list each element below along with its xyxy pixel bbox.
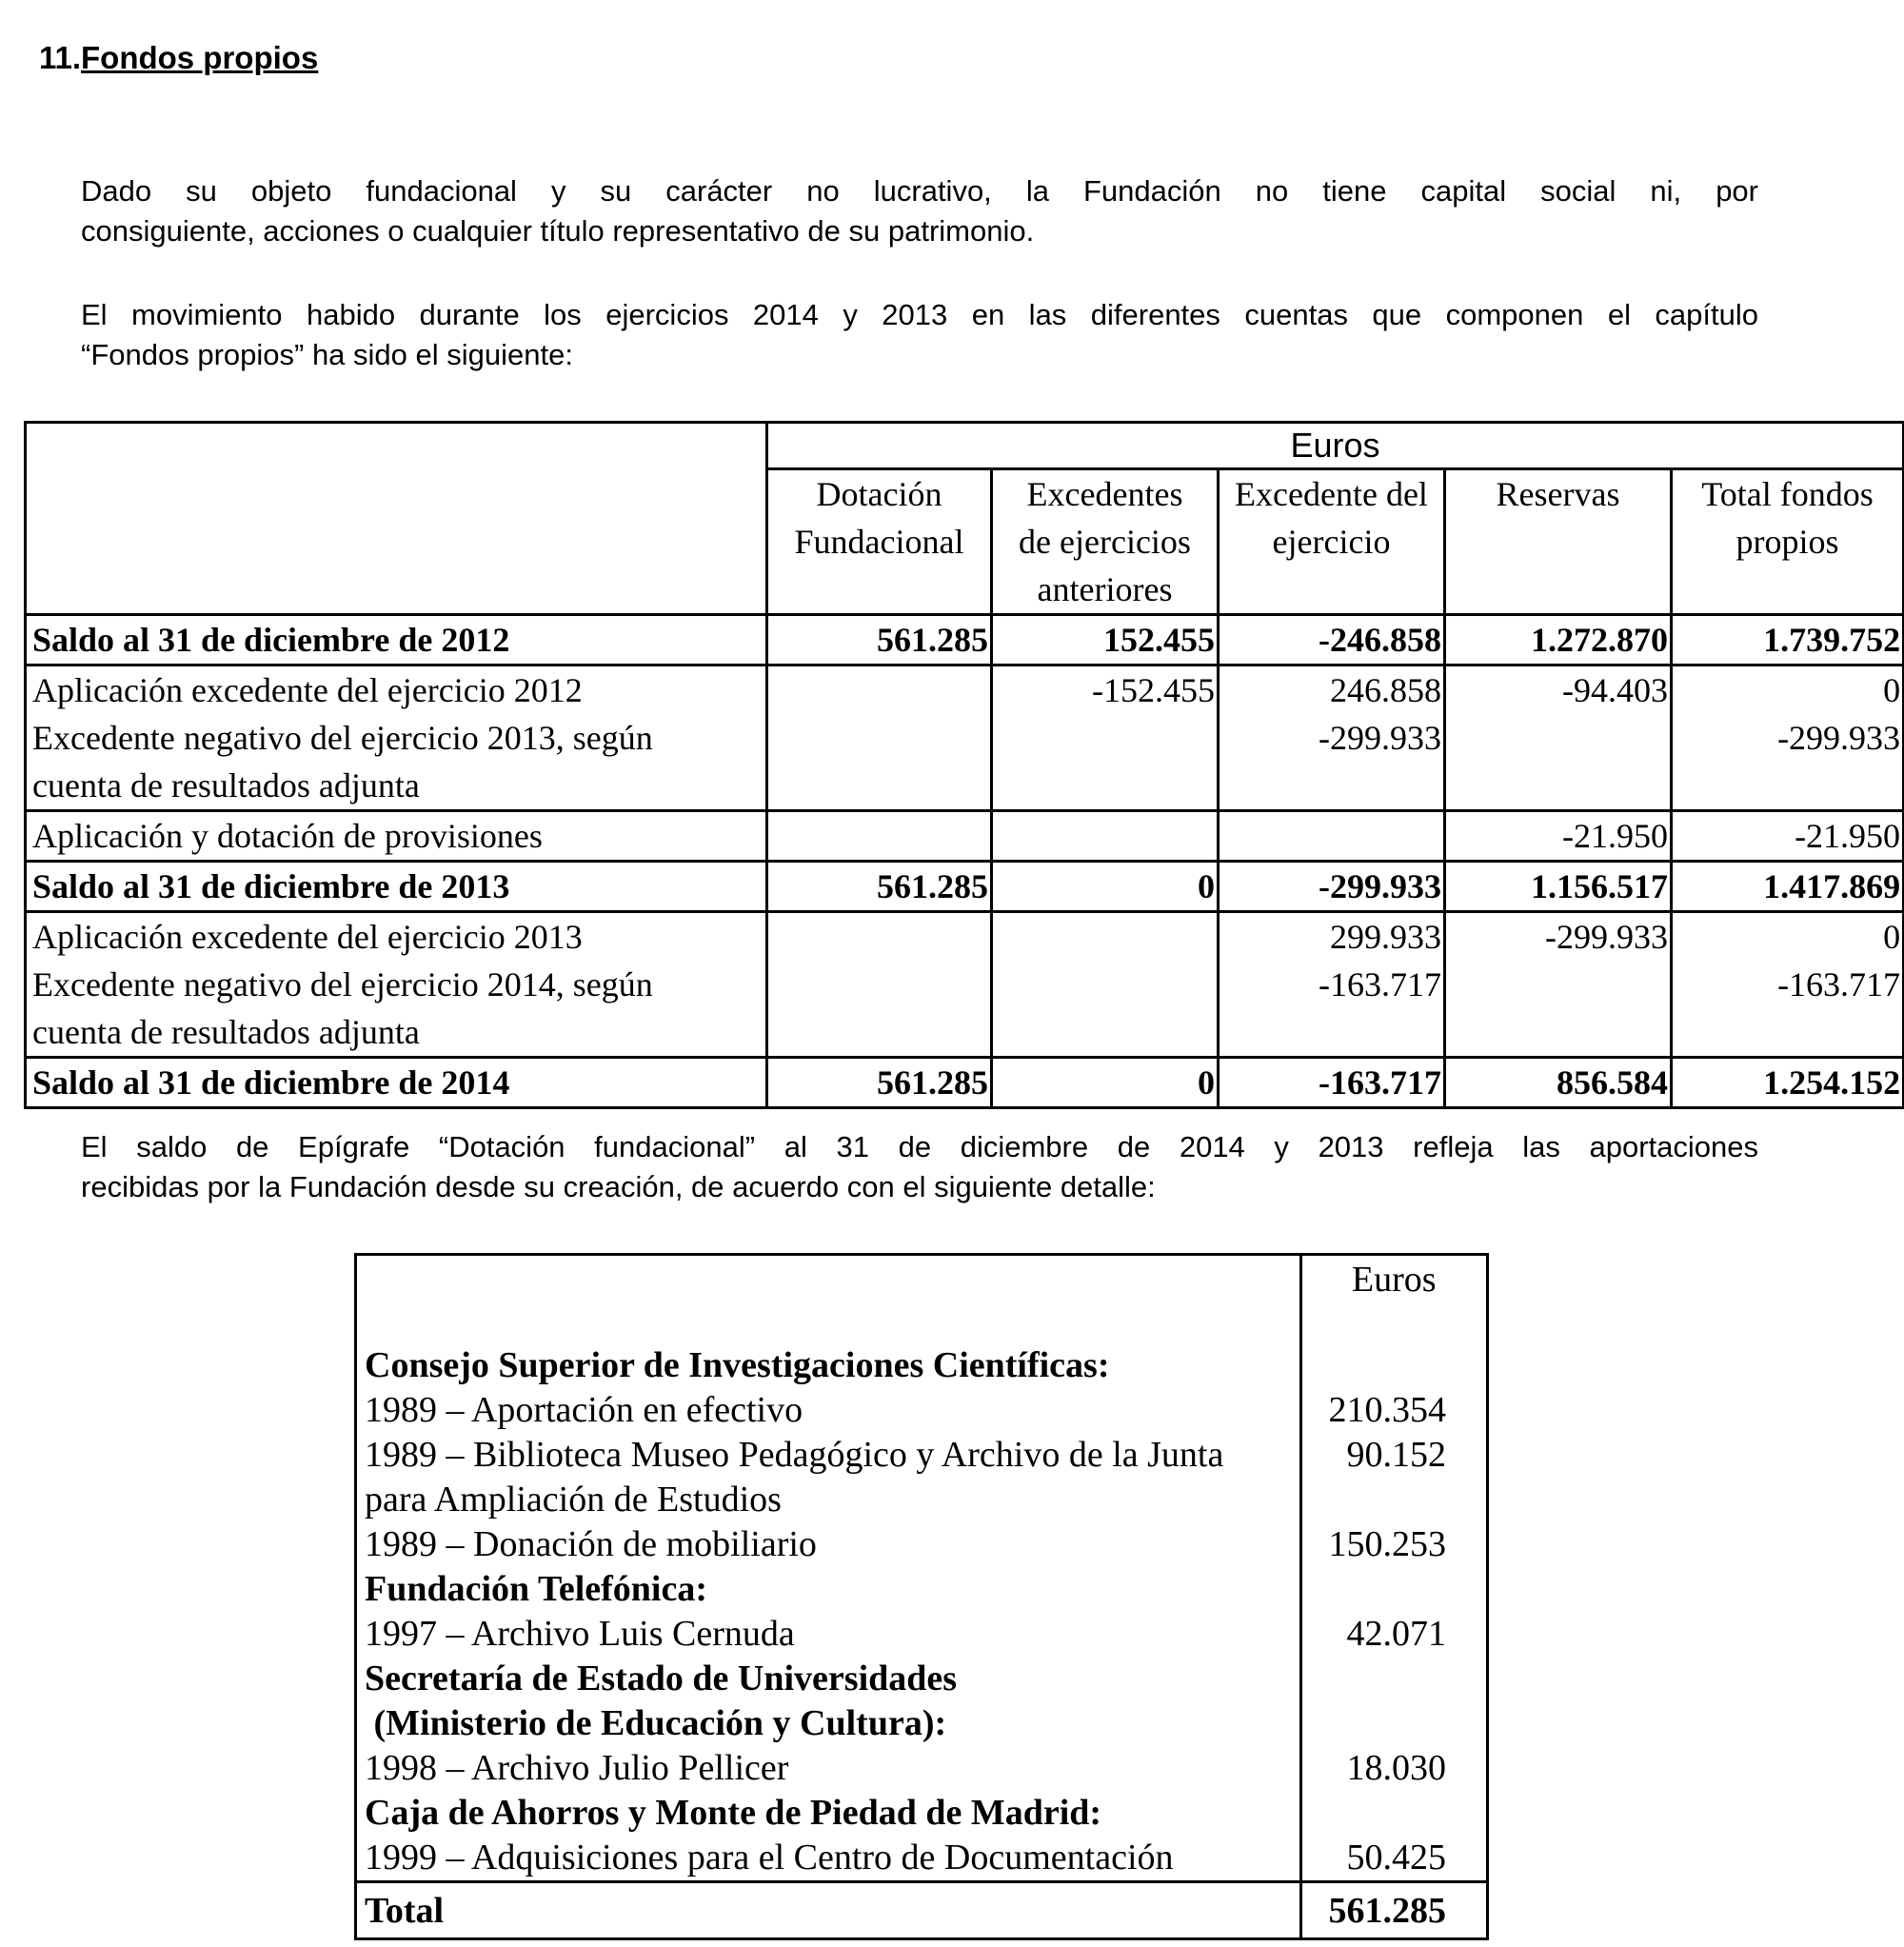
cell-value: 152.455: [992, 615, 1219, 666]
row-label-line: Saldo al 31 de diciembre de 2014: [32, 1063, 510, 1102]
section-number: 11.: [38, 40, 81, 75]
column-header-line: propios: [1735, 523, 1839, 561]
row-label: [26, 615, 767, 666]
contribution-amount: [1300, 1478, 1487, 1522]
cell-value: -246.858: [1219, 615, 1445, 666]
cell-value: -152.455: [992, 666, 1219, 715]
cell-value: 1.739.752: [1672, 615, 1904, 666]
endowment-row: [356, 1343, 1488, 1388]
row-label-line: cuenta de resultados adjunta: [32, 1013, 420, 1051]
cell-value: [767, 811, 992, 862]
contribution-label: para Ampliación de Estudios: [365, 1480, 782, 1520]
header-empty-cell: [356, 1255, 1301, 1344]
contribution-amount: 18.030: [1300, 1746, 1487, 1791]
column-header-line: de ejercicios: [1019, 523, 1191, 561]
cell-value: -94.403: [1445, 666, 1672, 715]
equity-movement-table: [24, 421, 1904, 1109]
intro-word: objeto: [250, 174, 332, 208]
intro-word: capital: [1420, 174, 1507, 208]
column-header-line: Total fondos: [1701, 475, 1874, 513]
cell-value: -299.933: [1219, 714, 1445, 811]
endowment-intro-line-2: recibidas por la Fundación desde su creación, de acuerdo con el siguiente detalle:: [81, 1170, 1156, 1203]
currency-header: Euros: [1300, 1255, 1487, 1344]
endowment-row: [356, 1433, 1488, 1478]
endowment-intro-paragraph: [81, 1127, 1758, 1207]
row-label-line: cuenta de resultados adjunta: [32, 766, 420, 805]
section-heading: [0, 40, 318, 76]
section-title: Fondos propios: [81, 40, 319, 75]
cell-value: [767, 666, 992, 715]
row-label-line: Saldo al 31 de diciembre de 2013: [32, 867, 510, 905]
cell-value: 561.285: [767, 615, 992, 666]
intro-word: no: [806, 174, 840, 208]
row-label: [26, 714, 767, 811]
intro-word: Dado: [81, 174, 152, 208]
endowment-row: [356, 1388, 1488, 1433]
contribution-label: 1989 – Aportación en efectivo: [365, 1390, 803, 1430]
intro-word: y: [550, 174, 566, 208]
row-label: [26, 1058, 767, 1108]
intro-word: carácter: [665, 174, 773, 208]
cell-value: 246.858: [1219, 666, 1445, 715]
endowment-total-row: [356, 1882, 1488, 1939]
contribution-amount: 50.425: [1300, 1836, 1487, 1882]
cell-value: [992, 912, 1219, 962]
row-label: [26, 862, 767, 912]
row-label: [26, 666, 767, 715]
cell-value: [992, 714, 1219, 811]
column-header: [1445, 469, 1672, 615]
cell-value: 1.156.517: [1445, 862, 1672, 912]
endowment-row: [356, 1836, 1488, 1882]
cell-value: -21.950: [1672, 811, 1904, 862]
intro-word: Fundación: [1082, 174, 1221, 208]
header-empty-cell: [26, 423, 767, 615]
row-label-line: Aplicación y dotación de provisiones: [32, 817, 543, 855]
intro-word: la: [1025, 174, 1049, 208]
cell-value: -163.717: [1672, 961, 1904, 1058]
cell-value: 561.285: [767, 862, 992, 912]
endowment-intro-line-1: El saldo de Epígrafe “Dotación fundacional” al 31 de diciembre de 2014 y 2013 refleja las aportaciones: [81, 1130, 1758, 1163]
contribution-amount: [1300, 1343, 1487, 1388]
row-label: [26, 912, 767, 962]
cell-value: 0: [992, 1058, 1219, 1108]
endowment-row: [356, 1701, 1488, 1746]
table-row: [26, 714, 1904, 811]
intro-word: por: [1716, 174, 1758, 208]
table-row: [26, 811, 1904, 862]
intro-word: su: [600, 174, 632, 208]
row-label-line: Excedente negativo del ejercicio 2013, según: [32, 719, 653, 757]
cell-value: -21.950: [1445, 811, 1672, 862]
total-label: Total: [356, 1882, 1301, 1939]
cell-value: 1.417.869: [1672, 862, 1904, 912]
movement-intro-paragraph: [81, 295, 1758, 375]
movement-intro-line-1: El movimiento habido durante los ejercicios 2014 y 2013 en las diferentes cuentas que componen el capítulo: [81, 298, 1758, 331]
column-header: [1219, 469, 1445, 615]
contribution-label: 1999 – Adquisiciones para el Centro de Documentación: [365, 1838, 1174, 1877]
endowment-row: [356, 1612, 1488, 1657]
cell-value: [1219, 811, 1445, 862]
cell-value: 856.584: [1445, 1058, 1672, 1108]
contribution-amount: 90.152: [1300, 1433, 1487, 1478]
cell-value: 299.933: [1219, 912, 1445, 962]
table-row: [26, 666, 1904, 715]
contribution-label: 1989 – Donación de mobiliario: [365, 1524, 817, 1564]
cell-value: [992, 811, 1219, 862]
endowment-row: [356, 1478, 1488, 1522]
intro-word: social: [1540, 174, 1616, 208]
cell-value: -299.933: [1672, 714, 1904, 811]
contributor-name: Consejo Superior de Investigaciones Científicas:: [365, 1345, 1110, 1385]
endowment-row: [356, 1791, 1488, 1836]
row-label-line: Saldo al 31 de diciembre de 2012: [32, 621, 510, 659]
intro-word: ni,: [1650, 174, 1682, 208]
row-label: [26, 811, 767, 862]
cell-value: -163.717: [1219, 1058, 1445, 1108]
intro-paragraph: [81, 171, 1758, 251]
cell-value: 561.285: [767, 1058, 992, 1108]
row-label-line: Excedente negativo del ejercicio 2014, según: [32, 965, 653, 1003]
column-header-line: Excedente del: [1235, 475, 1428, 513]
contributor-name: Fundación Telefónica:: [365, 1569, 707, 1609]
cell-value: 1.254.152: [1672, 1058, 1904, 1108]
table-row: [26, 912, 1904, 962]
table-header-row: [26, 423, 1904, 469]
endowment-row: [356, 1746, 1488, 1791]
cell-value: [992, 961, 1219, 1058]
cell-value: -299.933: [1219, 862, 1445, 912]
row-label-line: Aplicación excedente del ejercicio 2012: [32, 671, 583, 709]
contribution-label: 1998 – Archivo Julio Pellicer: [365, 1748, 789, 1788]
column-header-line: Fundacional: [794, 523, 964, 561]
contribution-label: 1989 – Biblioteca Museo Pedagógico y Archivo de la Junta: [365, 1435, 1224, 1475]
column-header: [1672, 469, 1904, 615]
contribution-amount: 42.071: [1300, 1612, 1487, 1657]
currency-header: Euros: [767, 423, 1904, 469]
cell-value: [767, 961, 992, 1058]
row-label: [26, 961, 767, 1058]
intro-word: su: [186, 174, 217, 208]
endowment-header-row: [356, 1255, 1488, 1344]
column-header-line: Excedentes: [1026, 475, 1183, 513]
cell-value: [1445, 961, 1672, 1058]
endowment-row: [356, 1567, 1488, 1612]
contribution-amount: [1300, 1791, 1487, 1836]
intro-word: fundacional: [366, 174, 517, 208]
contribution-amount: 210.354: [1300, 1388, 1487, 1433]
contributor-name: (Ministerio de Educación y Cultura):: [365, 1703, 947, 1743]
intro-word: tiene: [1322, 174, 1387, 208]
endowment-detail-table: [354, 1253, 1489, 1940]
column-header-line: Dotación: [816, 475, 942, 513]
contribution-label: 1997 – Archivo Luis Cernuda: [365, 1614, 795, 1654]
intro-paragraph-line-1: [81, 171, 1758, 211]
cell-value: 0: [992, 862, 1219, 912]
table-row: [26, 1058, 1904, 1108]
contributor-name: Secretaría de Estado de Universidades: [365, 1659, 958, 1699]
cell-value: -163.717: [1219, 961, 1445, 1058]
intro-paragraph-line-2: consiguiente, acciones o cualquier título representativo de su patrimonio.: [81, 214, 1035, 248]
table-row: [26, 961, 1904, 1058]
column-header-line: anteriores: [1037, 570, 1173, 608]
cell-value: [767, 714, 992, 811]
row-label-line: Aplicación excedente del ejercicio 2013: [32, 918, 583, 956]
table-row: [26, 615, 1904, 666]
total-amount: 561.285: [1300, 1882, 1487, 1939]
cell-value: [767, 912, 992, 962]
contribution-amount: [1300, 1701, 1487, 1746]
contribution-amount: 150.253: [1300, 1522, 1487, 1567]
cell-value: 0: [1672, 912, 1904, 962]
intro-word: lucrativo,: [873, 174, 992, 208]
movement-intro-line-2: “Fondos propios” ha sido el siguiente:: [81, 338, 573, 371]
contribution-amount: [1300, 1657, 1487, 1701]
table-row: [26, 862, 1904, 912]
cell-value: 1.272.870: [1445, 615, 1672, 666]
contribution-amount: [1300, 1567, 1487, 1612]
column-header-line: ejercicio: [1272, 523, 1391, 561]
cell-value: -299.933: [1445, 912, 1672, 962]
endowment-row: [356, 1657, 1488, 1701]
column-header: [992, 469, 1219, 615]
column-header: [767, 469, 992, 615]
cell-value: [1445, 714, 1672, 811]
cell-value: 0: [1672, 666, 1904, 715]
intro-word: no: [1255, 174, 1289, 208]
column-header-line: Reservas: [1496, 475, 1620, 513]
contributor-name: Caja de Ahorros y Monte de Piedad de Madrid:: [365, 1793, 1102, 1833]
endowment-row: [356, 1522, 1488, 1567]
